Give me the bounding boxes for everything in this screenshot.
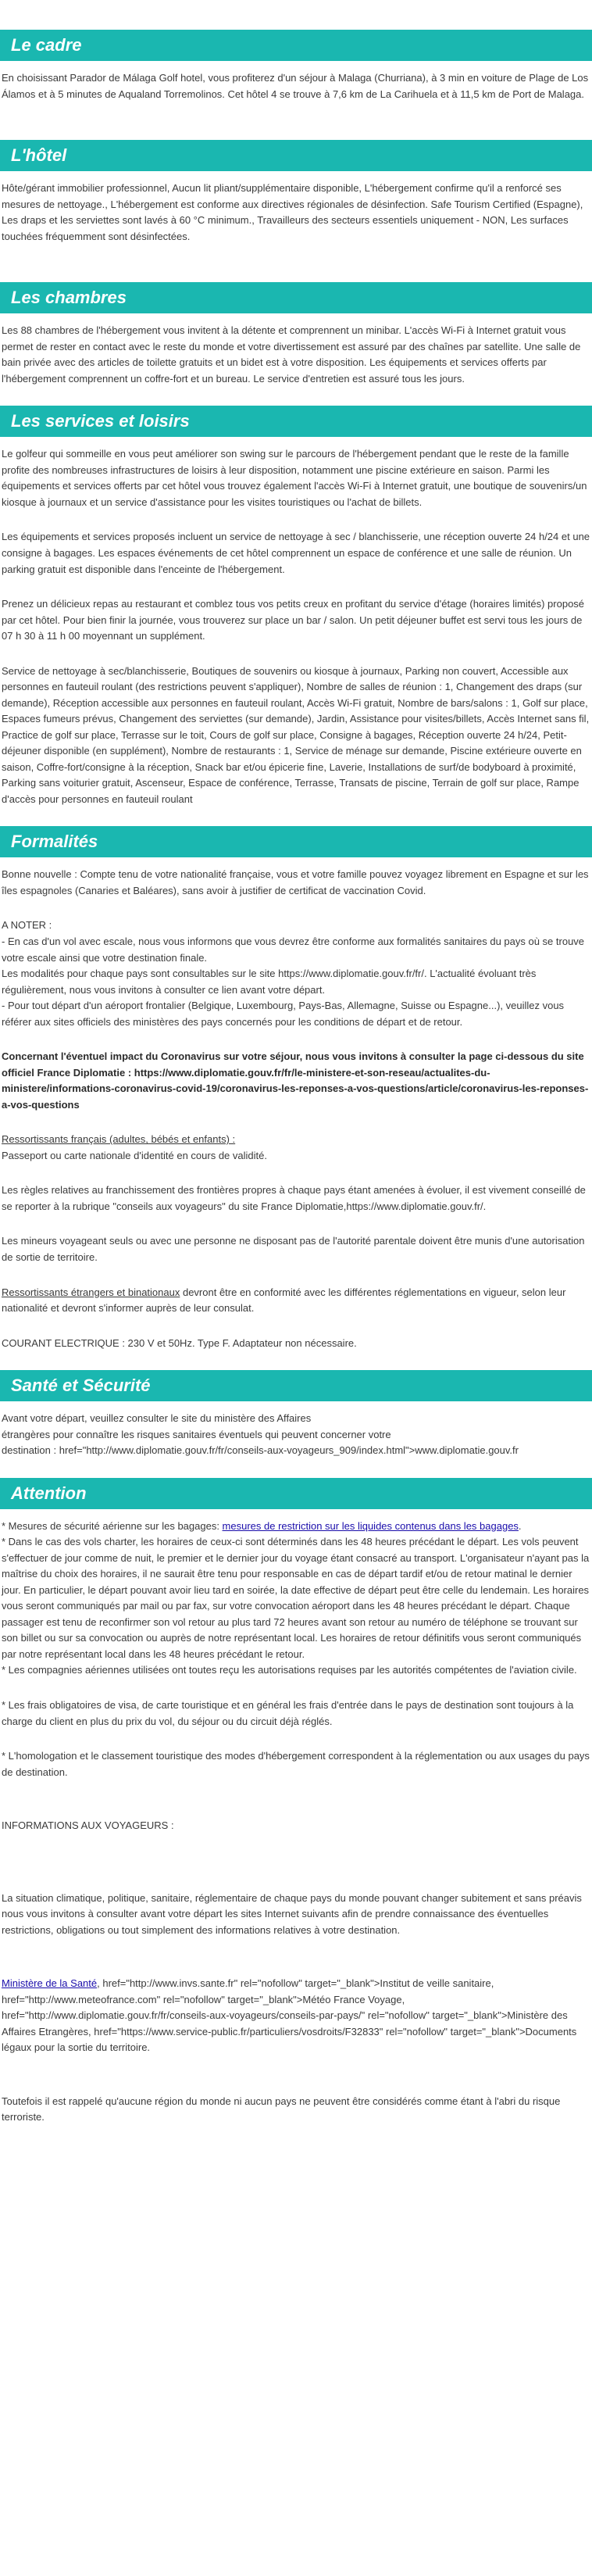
- attention-baggage: [2, 1519, 590, 1535]
- section-title-cadre: Le cadre: [0, 30, 592, 61]
- section-sante: [0, 1370, 592, 1459]
- loisirs-text-1: Le golfeur qui sommeille en vous peut améliorer son swing sur le parcours de l'hébergement pendant que le reste de la famille profite des nombreuses infrastructures de loisirs à leur disposition, notamment une piscine extérieure en saison. Parmi les équipements et services offerts par cet hôtel vous trouvez également l'accès Wi-Fi à Internet gratuit, une boutique de souvenirs/un kiosque à journaux et un service d'assistance pour les visites touristiques ou l'achat de billets.: [2, 448, 587, 508]
- attention-visa-fees: * Les frais obligatoires de visa, de carte touristique et en général les frais d'entrée dans le pays de destination sont toujours à la charge du client en plus du prix du vol, du séjour ou du circuit déjà réglés.: [2, 1699, 574, 1727]
- section-chambres: [0, 282, 592, 387]
- cadre-text: En choisissant Parador de Málaga Golf hotel, vous profiterez d'un séjour à Malaga (Churriana), à 3 min en voiture de Plage de Los Álamos et à 5 minutes de Aqualand Torremolinos. Cet hôtel 4 se trouve à 7,6 km de La Carihuela et à 11,5 km de Port de Malaga.: [2, 72, 589, 100]
- section-attention: [0, 1478, 592, 2126]
- section-hotel: [0, 140, 592, 245]
- attention-airlines: * Les compagnies aériennes utilisées ont toutes reçu les autorisations requises par les autorités compétentes de l'aviation civile.: [2, 1664, 577, 1676]
- loisirs-amenities-list: Service de nettoyage à sec/blanchisserie, Boutiques de souvenirs ou kiosque à journaux, Parking non couvert, Accessible aux personnes en fauteuil roulant (des restrictions peuvent s'appliquer), Nombre de salles de réunion : 1, Changement des draps (sur demande), Réception accessible aux personnes en fauteuil roulant, Accès Wi-Fi gratuit, Nombre de bars/salons : 1, Golf sur place, Espaces fumeurs prévus, Changement des serviettes (sur demande), Jardin, Assistance pour visites/billets, Accès Internet sans fil, Practice de golf sur place, Terrasse sur le toit, Cours de golf sur place, Consigne à bagages, Réception ouverte 24 h/24, Petit-déjeuner disponible (en supplément), Nombre de restaurants : 1, Service de ménage sur demande, Piscine extérieure ouverte en saison, Coffre-fort/consigne à la réception, Snack bar et/ou épicerie fine, Laverie, Installations de surf/de bodyboard à proximité, Parking sans voiturier gratuit, Ascenseur, Espace de conférence, Terrasse, Transats de piscine, Terrain de golf sur place, Rampe d'accès pour personnes en fauteuil roulant: [2, 664, 590, 805]
- liquids-restriction-link[interactable]: mesures de restriction sur les liquides contenus dans les bagages: [222, 1519, 519, 1532]
- baggage-prefix: * Mesures de sécurité aérienne sur les bagages:: [2, 1519, 223, 1532]
- attention-charter-flights: * Dans le cas des vols charter, les horaires de ceux-ci sont déterminés dans les 48 heures précédant le départ. Les vols peuvent s'effectuer de jour comme de nuit, le premier et le dernier jour du voyage étant consacré au transport. L'organisateur n'ayant pas la maîtrise du choix des horaires, il ne saurait être tenu pour responsable en cas de départ tardif et/ou de retour matinal le dernier jour. En particulier, le départ pouvant avoir lieu tard en soirée, la date effective de départ peut être celle du lendemain. Les horaires vous seront communiqués par mail ou par fax, sur votre convocation aéroport dans les 48 heures précédant le départ. Chaque passager est tenu de reconfirmer son vol retour au plus tard 72 heures avant son retour au numéro de téléphone se trouvant sur son billet ou sur sa convocation ou auprès de notre représentant local. Les horaires de retour définitifs vous seront communiqués par notre représentant local dans les 48 heures précédant le retour.: [2, 1536, 590, 1660]
- sante-line-2: étrangères pour connaître les risques sanitaires éventuels qui peuvent concerner votre: [2, 1428, 391, 1440]
- attention-homologation: * L'homologation et le classement touristique des modes d'hébergement correspondent à la réglementation ou aux usages du pays de destination.: [2, 1750, 590, 1778]
- loisirs-text-2: Les équipements et services proposés incluent un service de nettoyage à sec / blanchisserie, une réception ouverte 24 h/24 et une consigne à bagages. Les espaces événements de cet hôtel comprennent un espace de conférence et une salle de réunion. Un parking gratuit est disponible dans l'enceinte de l'hébergement.: [2, 531, 590, 575]
- section-title-hotel: L'hôtel: [0, 140, 592, 171]
- travelers-info-title: INFORMATIONS AUX VOYAGEURS :: [2, 1819, 174, 1832]
- sante-line-1: Avant votre départ, veuillez consulter le site du ministère des Affaires: [2, 1412, 312, 1425]
- sante-line-3: destination : href="http://www.diplomatie.gouv.fr/fr/conseils-aux-voyageurs_909/index.html">www.diplomatie.gouv.fr: [2, 1444, 519, 1457]
- loisirs-text-3: Prenez un délicieux repas au restaurant et comblez tous vos petits creux en profitant du service d'étage (horaires limités) proposé par cet hôtel. Pour bien finir la journée, vous trouverez sur place un bar / salon. Un petit déjeuner buffet est servi tous les jours de 07 h 30 à 11 h 00 moyennant un supplément.: [2, 598, 585, 642]
- section-formalites: [0, 826, 592, 1351]
- foreign-nationals-title: Ressortissants étrangers et binationaux: [2, 1286, 180, 1298]
- chambres-text: Les 88 chambres de l'hébergement vous invitent à la détente et comprennent un minibar. L'accès Wi-Fi à Internet gratuit vous permet de rester en contact avec le reste du monde et votre divertissement est assuré par des chaînes par satellite. Une salle de bain privée avec des articles de toilette gratuits et un bidet est à votre disposition. Les équipements et services offerts par l'hébergement comprennent un coffre-fort et un bureau. Le service d'entretien est assuré tous les jours.: [2, 324, 581, 385]
- section-loisirs: [0, 406, 592, 807]
- section-title-chambres: Les chambres: [0, 282, 592, 313]
- baggage-suffix: .: [518, 1519, 522, 1532]
- section-title-formalites: Formalités: [0, 826, 592, 857]
- section-cadre: [0, 30, 592, 102]
- note-line-2: Les modalités pour chaque pays sont consultables sur le site https://www.diplomatie.gouv.fr/fr/. L'actualité évoluant très régulièrement, nous vous invitons à consulter ce lien avant votre départ.: [2, 968, 537, 996]
- minors-text: Les mineurs voyageant seuls ou avec une personne ne disposant pas de l'autorité parentale doivent être munis d'une autorisation de sortie de territoire.: [2, 1235, 585, 1263]
- note-line-3: - Pour tout départ d'un aéroport frontalier (Belgique, Luxembourg, Pays-Bas, Allemagne, Suisse ou Espagne...), veuillez vous référer aux sites officiels des ministères des pays concernés pour les conditions de départ et de retour.: [2, 1000, 565, 1028]
- terror-risk-text: Toutefois il est rappelé qu'aucune région du monde ni aucun pays ne peuvent être considérés comme étant à l'abri du risque terroriste.: [2, 2095, 561, 2123]
- ministere-sante-link[interactable]: Ministère de la Santé: [2, 1977, 98, 1990]
- official-sites-body: , href="http://www.invs.sante.fr" rel="nofollow" target="_blank">Institut de veille sanitaire, href="http://www.meteofrance.com" rel="nofollow" target="_blank">Météo France Voyage, href="http://www.diplomatie.gouv.fr/fr/conseils-aux-voyageurs/conseils-par-pays/" rel="nofollow" target="_blank">Ministère des Affaires Etrangères, href="https://www.service-public.fr/particuliers/vosdroits/F32833" rel="nofollow" target="_blank">Documents légaux pour la sortie du territoire.: [2, 1977, 577, 2054]
- border-rules-text: Les règles relatives au franchissement des frontières propres à chaque pays étant amenées à évoluer, il est vivement conseillé de se reporter à la rubrique "conseils aux voyageurs" du site France Diplomatie,https://www.diplomatie.gouv.fr/.: [2, 1184, 586, 1212]
- note-line-1: - En cas d'un vol avec escale, nous vous informons que vous devrez être conforme aux formalités sanitaires du pays où se trouve votre escale ainsi que votre destination finale.: [2, 936, 585, 964]
- section-title-attention: Attention: [0, 1478, 592, 1509]
- sante-text: [2, 1411, 590, 1459]
- foreign-nationals-body: devront être en conformité avec les différentes réglementations en vigueur, selon leur nationalité et devront s'informer auprès de leur consulat.: [2, 1286, 566, 1315]
- note-title: A NOTER :: [2, 919, 52, 932]
- french-nationals-title: Ressortissants français (adultes, bébés et enfants) :: [2, 1133, 236, 1146]
- situation-line-2: nous vous invitons à consulter avant votre départ les sites Internet suivants afin de prendre connaissance des éventuelles restrictions, obligations ou tout simplement des informations relatives à votre destination.: [2, 1908, 549, 1936]
- official-sites-text: [2, 1976, 590, 2056]
- formalites-intro: Bonne nouvelle : Compte tenu de votre nationalité française, vous et votre famille pouvez voyagez librement en Espagne et sur les îles espagnoles (Canaries et Baléares), sans avoir à justifier de certificat de vaccination Covid.: [2, 868, 589, 896]
- french-nationals-text: Passeport ou carte nationale d'identité en cours de validité.: [2, 1149, 267, 1161]
- section-title-loisirs: Les services et loisirs: [0, 406, 592, 437]
- foreign-nationals-text: [2, 1285, 590, 1317]
- situation-line-1: La situation climatique, politique, sanitaire, réglementaire de chaque pays du monde pouvant changer subitement et sans préavis: [2, 1891, 582, 1904]
- section-title-sante: Santé et Sécurité: [0, 1370, 592, 1401]
- covid-notice: Concernant l'éventuel impact du Coronavirus sur votre séjour, nous vous invitons à consulter la page ci-dessous du site officiel France Diplomatie : https://www.diplomatie.gouv.fr/fr/le-ministere-et-son-reseau/actualites-du-ministere/informations-coronavirus-covid-19/coronavirus-les-reponses-a-vos-questions/article/coronavirus-les-reponses-a-vos-questions: [2, 1050, 589, 1111]
- electric-current-text: COURANT ELECTRIQUE : 230 V et 50Hz. Type F. Adaptateur non nécessaire.: [2, 1336, 357, 1349]
- hotel-text: Hôte/gérant immobilier professionnel, Aucun lit pliant/supplémentaire disponible, L'hébergement confirme qu'il a renforcé ses mesures de nettoyage., L'hébergement est conforme aux directives régionales de désinfection. Safe Tourism Certified (Espagne), Les draps et les serviettes sont lavés à 60 °C minimum., Travailleurs des secteurs essentiels uniquement - NON, Les surfaces touchées fréquemment sont désinfectées.: [2, 182, 583, 242]
